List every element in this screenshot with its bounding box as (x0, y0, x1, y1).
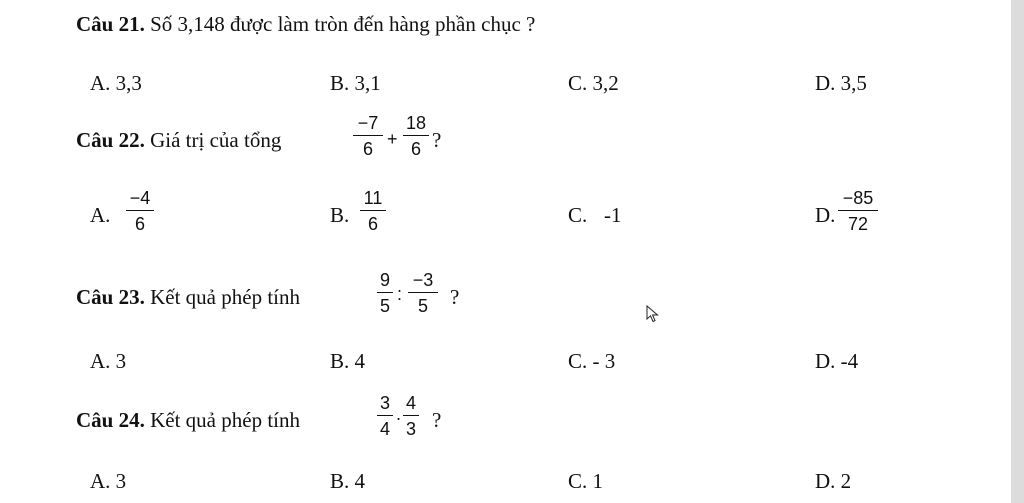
q23-option-c: C. - 3 (568, 349, 616, 373)
q22-f2-numerator: 18 (405, 113, 427, 133)
question-24-label: Câu 24. (76, 408, 145, 432)
q23-fraction-2 (408, 270, 438, 316)
fraction-bar (126, 210, 154, 211)
q22-option-b-fraction (360, 188, 386, 234)
q23-operator: : (397, 284, 403, 304)
question-22 (76, 127, 281, 153)
q22-f1-numerator: −7 (357, 113, 379, 133)
q24-option-c: C. 1 (568, 469, 604, 493)
q24-f2-denominator: 3 (405, 419, 416, 439)
page-edge (1011, 0, 1024, 503)
q22-b-numerator: 11 (363, 188, 383, 208)
q21-option-a: A. 3,3 (90, 71, 142, 95)
question-24 (76, 407, 300, 433)
question-23-text: Kết quả phép tính (150, 285, 300, 309)
q24-f1-numerator: 3 (379, 393, 390, 413)
q22-option-a-fraction (126, 188, 154, 234)
q22-d-denominator: 72 (847, 214, 869, 234)
question-21 (76, 11, 535, 37)
q22-d-numerator: −85 (842, 188, 874, 208)
fraction-bar (377, 292, 393, 293)
q22-a-numerator: −4 (129, 188, 151, 208)
q23-option-b: B. 4 (330, 349, 366, 373)
fraction-bar (408, 292, 438, 293)
question-24-text: Kết quả phép tính (150, 408, 300, 432)
q23-option-d: D. -4 (815, 349, 859, 373)
question-22-label: Câu 22. (76, 128, 145, 152)
q22-fraction-2 (403, 113, 429, 159)
question-23 (76, 284, 300, 310)
q22-a-denominator: 6 (134, 214, 145, 234)
q22-option-a-letter: A. (90, 203, 111, 227)
q23-option-a: A. 3 (90, 349, 127, 373)
q22-operator: + (387, 129, 398, 149)
q23-question-mark: ? (450, 285, 460, 309)
q23-f2-denominator: 5 (417, 296, 428, 316)
fraction-bar (403, 135, 429, 136)
q23-f2-numerator: −3 (412, 270, 434, 290)
question-23-label: Câu 23. (76, 285, 145, 309)
question-21-text: Số 3,148 được làm tròn đến hàng phần chục ? (150, 12, 536, 36)
q24-f2-numerator: 4 (405, 393, 416, 413)
q22-option-c-letter: C. (568, 203, 588, 227)
question-21-label: Câu 21. (76, 12, 145, 36)
q24-option-d: D. 2 (815, 469, 852, 493)
q24-operator: . (396, 404, 402, 424)
q22-fraction-1 (353, 113, 383, 159)
fraction-bar (353, 135, 383, 136)
q21-option-d: D. 3,5 (815, 71, 867, 95)
q23-f1-denominator: 5 (379, 296, 390, 316)
q24-option-b: B. 4 (330, 469, 366, 493)
q21-option-c: C. 3,2 (568, 71, 619, 95)
fraction-bar (403, 415, 419, 416)
q22-option-d-fraction (838, 188, 878, 234)
q22-f1-denominator: 6 (362, 139, 373, 159)
q21-option-b: B. 3,1 (330, 71, 381, 95)
q22-option-d-letter: D. (815, 203, 836, 227)
q24-question-mark: ? (432, 408, 442, 432)
question-22-text: Giá trị của tổng (150, 128, 282, 152)
fraction-bar (360, 210, 386, 211)
q24-fraction-2 (403, 393, 419, 439)
q22-f2-denominator: 6 (410, 139, 421, 159)
q22-b-denominator: 6 (367, 214, 378, 234)
q22-option-b-letter: B. (330, 203, 350, 227)
q22-question-mark: ? (432, 128, 442, 152)
fraction-bar (377, 415, 393, 416)
q24-f1-denominator: 4 (379, 419, 390, 439)
q23-f1-numerator: 9 (379, 270, 390, 290)
mouse-pointer-icon (646, 305, 660, 323)
q22-option-c-value: -1 (604, 203, 622, 227)
q24-option-a: A. 3 (90, 469, 127, 493)
q23-fraction-1 (377, 270, 393, 316)
q24-fraction-1 (377, 393, 393, 439)
fraction-bar (838, 210, 878, 211)
